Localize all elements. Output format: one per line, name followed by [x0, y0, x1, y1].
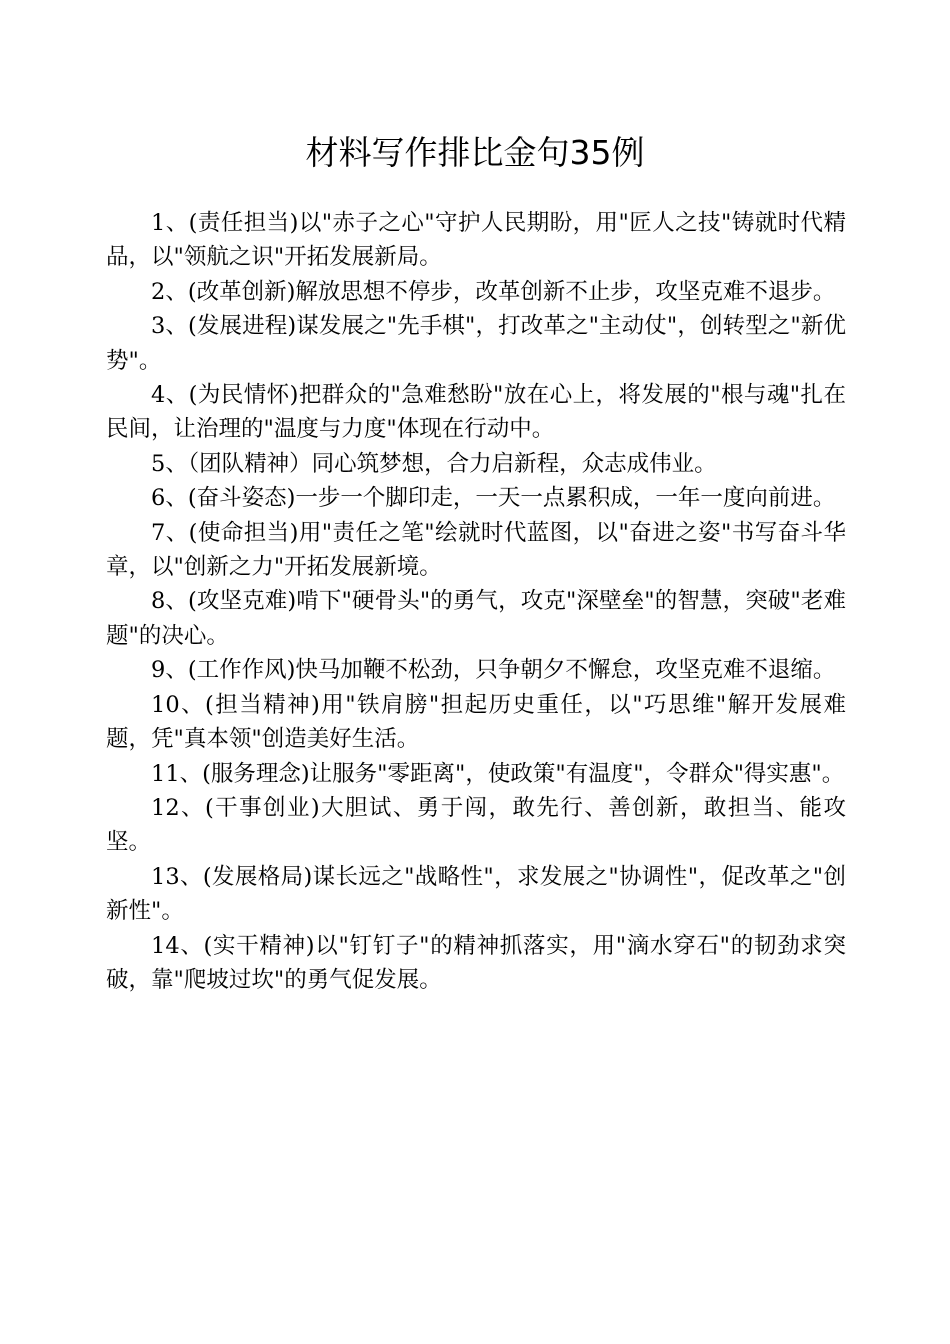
list-item: 12、(干事创业)大胆试、勇于闯，敢先行、善创新，敢担当、能攻坚。 — [106, 794, 846, 856]
list-item: 7、(使命担当)用"责任之笔"绘就时代蓝图，以"奋进之姿"书写奋斗华章，以"创新之力"开拓发展新境。 — [106, 519, 846, 581]
list-item: 6、(奋斗姿态)一步一个脚印走，一天一点累积成，一年一度向前进。 — [151, 485, 836, 512]
list-item: 9、(工作作风)快马加鞭不松劲，只争朝夕不懈怠，攻坚克难不退缩。 — [151, 657, 836, 684]
list-item: 10、(担当精神)用"铁肩膀"担起历史重任，以"巧思维"解开发展难题，凭"真本领"创造美好生活。 — [106, 691, 846, 753]
document-body — [106, 206, 846, 997]
list-item: 13、(发展格局)谋长远之"战略性"，求发展之"协调性"，促改革之"创新性"。 — [106, 863, 846, 925]
document-title: 材料写作排比金句35例 — [305, 133, 645, 172]
list-item: 8、(攻坚克难)啃下"硬骨头"的勇气，攻克"深壁垒"的智慧，突破"老难题"的决心。 — [106, 588, 846, 649]
list-item: 14、(实干精神)以"钉钉子"的精神抓落实，用"滴水穿石"的韧劲求突破，靠"爬坡过坎"的勇气促发展。 — [106, 932, 846, 993]
list-item: 5、（团队精神）同心筑梦想，合力启新程，众志成伟业。 — [151, 450, 717, 477]
list-item: 2、(改革创新)解放思想不停步，改革创新不止步，攻坚克难不退步。 — [151, 278, 836, 305]
list-item: 1、(责任担当)以"赤子之心"守护人民期盼，用"匠人之技"铸就时代精品，以"领航之识"开拓发展新局。 — [106, 210, 846, 271]
list-item: 3、(发展进程)谋发展之"先手棋"，打改革之"主动仗"，创转型之"新优势"。 — [106, 313, 846, 374]
list-item: 11、(服务理念)让服务"零距离"，使政策"有温度"，令群众"得实惠"。 — [151, 760, 845, 787]
list-item: 4、(为民情怀)把群众的"急难愁盼"放在心上，将发展的"根与魂"扎在民间，让治理的"温度与力度"体现在行动中。 — [106, 382, 846, 443]
